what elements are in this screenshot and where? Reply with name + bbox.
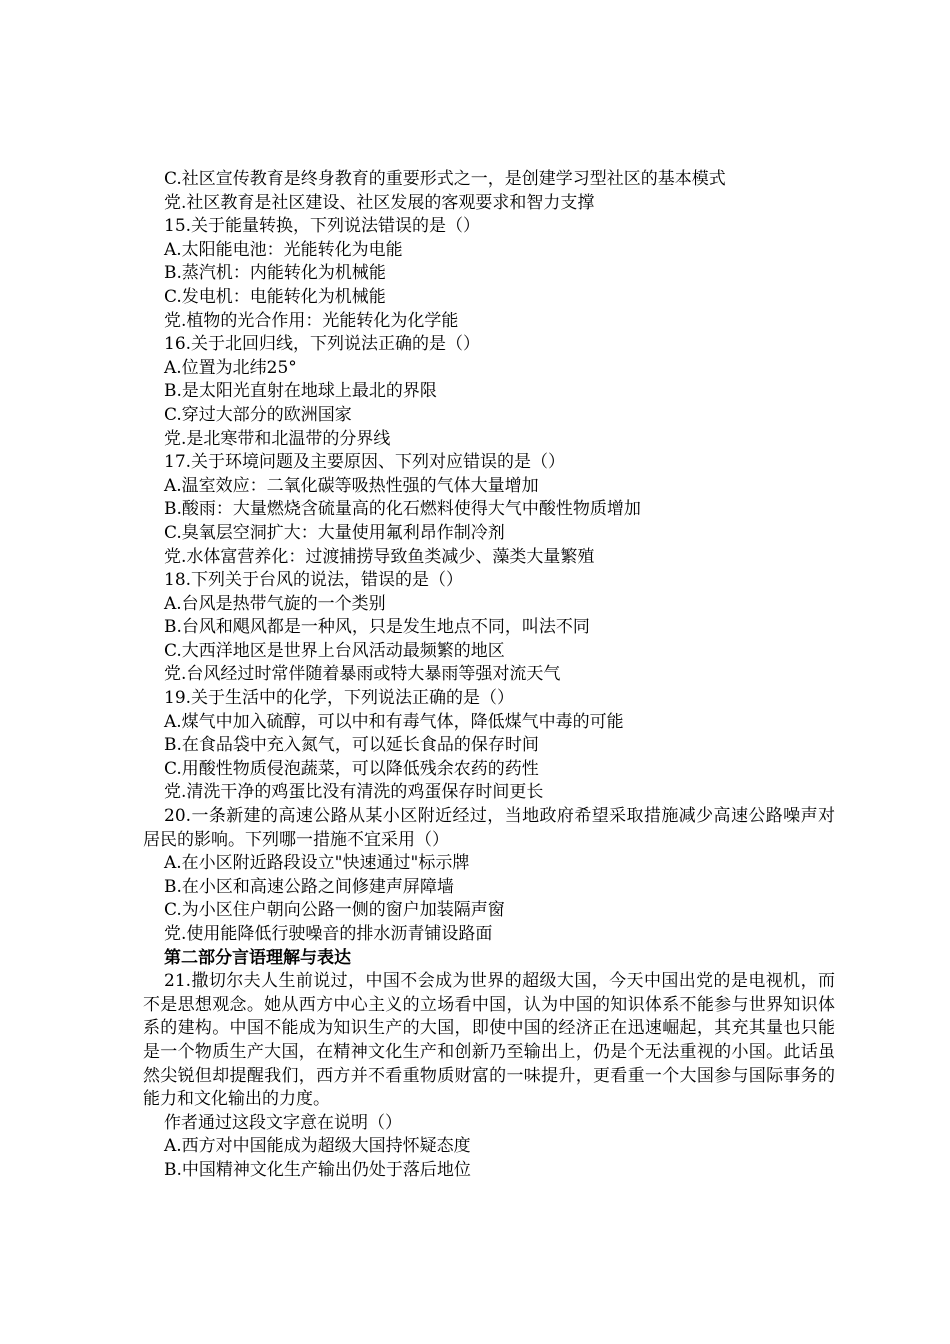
section-heading: 第二部分言语理解与表达 bbox=[164, 947, 351, 968]
option-line: A.在小区附近路段设立"快速通过"标示牌 bbox=[164, 853, 470, 874]
option-line: B.酸雨：大量燃烧含硫量高的化石燃料使得大气中酸性物质增加 bbox=[164, 499, 641, 520]
question-21-prompt: 作者通过这段文字意在说明（） bbox=[164, 1112, 402, 1133]
question-20-stem: 20.一条新建的高速公路从某小区附近经过，当地政府希望采取措施减少高速公路噪声对居民的影响。下列哪一措施不宜采用（） bbox=[143, 806, 835, 850]
document-body bbox=[143, 168, 835, 1183]
option-line: B.在食品袋中充入氮气，可以延长食品的保存时间 bbox=[164, 735, 539, 756]
option-line: A.温室效应：二氧化碳等吸热性强的气体大量增加 bbox=[164, 475, 539, 496]
option-line: C.用酸性物质侵泡蔬菜，可以降低残余农药的药性 bbox=[164, 758, 539, 779]
option-line: A.煤气中加入硫醇，可以中和有毒气体，降低煤气中毒的可能 bbox=[164, 711, 624, 732]
option-line: 党.是北寒带和北温带的分界线 bbox=[164, 428, 391, 449]
question-16-stem: 16.关于北回归线，下列说法正确的是（） bbox=[164, 334, 481, 355]
option-line: 党.水体富营养化：过渡捕捞导致鱼类减少、藻类大量繁殖 bbox=[164, 546, 595, 567]
option-line: 党.社区教育是社区建设、社区发展的客观要求和智力支撑 bbox=[164, 192, 595, 213]
option-line: C.社区宣传教育是终身教育的重要形式之一，是创建学习型社区的基本模式 bbox=[164, 169, 726, 189]
question-17-stem: 17.关于环境问题及主要原因、下列对应错误的是（） bbox=[164, 452, 566, 473]
option-line: C.为小区住户朝向公路一侧的窗户加装隔声窗 bbox=[164, 900, 505, 921]
option-line: C.大西洋地区是世界上台风活动最频繁的地区 bbox=[164, 640, 505, 661]
option-line: C.发电机：电能转化为机械能 bbox=[164, 286, 386, 307]
option-line: B.蒸汽机：内能转化为机械能 bbox=[164, 263, 386, 284]
option-line: A.位置为北纬25° bbox=[164, 357, 297, 378]
option-line: C.臭氧层空洞扩大：大量使用氟利昂作制冷剂 bbox=[164, 522, 505, 543]
option-line: B.在小区和高速公路之间修建声屏障墙 bbox=[164, 876, 454, 897]
option-line: 党.清洗干净的鸡蛋比没有清洗的鸡蛋保存时间更长 bbox=[164, 782, 544, 803]
question-21-passage: 21.撒切尔夫人生前说过，中国不会成为世界的超级大国，今天中国出党的是电视机，而不是思想观念。她从西方中心主义的立场看中国，认为中国的知识体系不能参与世界知识体系的建构。中国不能成为知识生产的大国，即使中国的经济正在迅速崛起，其充其量也只能是一个物质生产大国，在精神文化生产和创新乃至输出上，仍是个无法重视的小国。此话虽然尖锐但却提醒我们，西方并不看重物质财富的一味提升，更看重一个大国参与国际事务的能力和文化输出的力度。 bbox=[143, 971, 835, 1110]
option-line: 党.使用能降低行驶噪音的排水沥青铺设路面 bbox=[164, 924, 493, 944]
option-line: B.是太阳光直射在地球上最北的界限 bbox=[164, 381, 437, 402]
question-15-stem: 15.关于能量转换，下列说法错误的是（） bbox=[164, 216, 481, 237]
option-line: C.穿过大部分的欧洲国家 bbox=[164, 404, 352, 425]
question-19-stem: 19.关于生活中的化学，下列说法正确的是（） bbox=[164, 688, 515, 709]
option-line: 党.台风经过时常伴随着暴雨或特大暴雨等强对流天气 bbox=[164, 664, 561, 685]
option-line: A.台风是热带气旋的一个类别 bbox=[164, 593, 386, 614]
option-line: A.太阳能电池：光能转化为电能 bbox=[164, 239, 403, 260]
option-line: B.中国精神文化生产输出仍处于落后地位 bbox=[164, 1159, 471, 1180]
option-line: 党.植物的光合作用：光能转化为化学能 bbox=[164, 310, 459, 331]
question-18-stem: 18.下列关于台风的说法，错误的是（） bbox=[164, 570, 464, 591]
option-line: A.西方对中国能成为超级大国持怀疑态度 bbox=[164, 1136, 471, 1157]
option-line: B.台风和飓风都是一种风，只是发生地点不同，叫法不同 bbox=[164, 617, 590, 638]
